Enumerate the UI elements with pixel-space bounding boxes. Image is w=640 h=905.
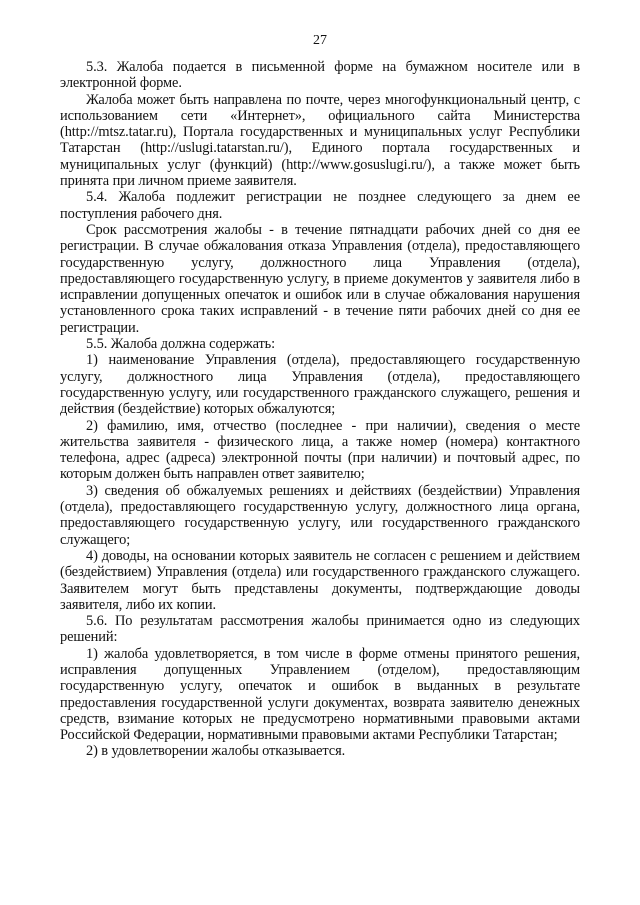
list-item-5-6-1: 1) жалоба удовлетворяется, в том числе в форме отмены принятого решения, исправления допущенных Управлением (отделом), предоставляющим государственную услугу, опечаток и ошибок в выданных в результате предоставления государственной услуги документах, возврата заявителю денежных средств, взимание которых не предусмотрено нормативными правовыми актами Российской Федерации, нормативными правовыми актами Республики Татарстан; — [60, 645, 580, 744]
paragraph-5-3: 5.3. Жалоба подается в письменной форме на бумажном носителе или в электронной форме. — [60, 59, 580, 92]
paragraph-review-term: Срок рассмотрения жалобы - в течение пятнадцати рабочих дней со дня ее регистрации. В случае обжалования отказа Управления (отдела), предоставляющего государственную услугу, должностного лица Управления (отдела), предоставляющего государственную услугу, в приеме документов у заявителя либо в исправлении допущенных опечаток и ошибок или в случае обжалования нарушения установленного срока таких исправлений - в течение пяти рабочих дней со дня ее регистрации. — [60, 221, 580, 336]
list-item-5-5-1: 1) наименование Управления (отдела), предоставляющего государственную услугу, должностного лица Управления (отдела), предоставляющего государственную услугу, или государственного гражданского служащего, решения и действия (бездействие) которых обжалуются; — [60, 352, 580, 418]
paragraph-5-5: 5.5. Жалоба должна содержать: — [86, 336, 276, 353]
list-item-5-5-3: 3) сведения об обжалуемых решениях и действиях (бездействии) Управления (отдела), предоставляющего государственную услугу, должностного лица органа, предоставляющего государственную услугу, или государственного гражданского служащего; — [60, 482, 580, 548]
list-item-5-6-2: 2) в удовлетворении жалобы отказывается. — [86, 743, 346, 760]
document-body — [60, 59, 580, 760]
list-item-5-5-4: 4) доводы, на основании которых заявитель не согласен с решением и действием (бездействием) Управления (отдела) или государственного гражданского служащего. Заявителем могут быть представлены документы, подтверждающие доводы заявителя, либо их копии. — [60, 547, 580, 613]
paragraph-5-6: 5.6. По результатам рассмотрения жалобы принимается одно из следующих решений: — [60, 613, 580, 646]
page-number: 27 — [313, 33, 327, 48]
paragraph-5-4: 5.4. Жалоба подлежит регистрации не позднее следующего за днем ее поступления рабочего дня. — [60, 189, 580, 222]
paragraph-submission-channels: Жалоба может быть направлена по почте, через многофункциональный центр, с использованием сети «Интернет», официального сайта Министерства (http://mtsz.tatar.ru), Портала государственных и муниципальных услуг Республики Татарстан (http://uslugi.tatarstan.ru/), Единого портала государственных и муниципальных услуг (функций) (http://www.gosuslugi.ru/), а также может быть принята при личном приеме заявителя. — [60, 91, 580, 190]
list-item-5-5-2: 2) фамилию, имя, отчество (последнее - при наличии), сведения о месте жительства заявителя - физического лица, а также номер (номера) контактного телефона, адрес (адреса) электронной почты (при наличии) и почтовый адрес, по которым должен быть направлен ответ заявителю; — [60, 417, 580, 483]
